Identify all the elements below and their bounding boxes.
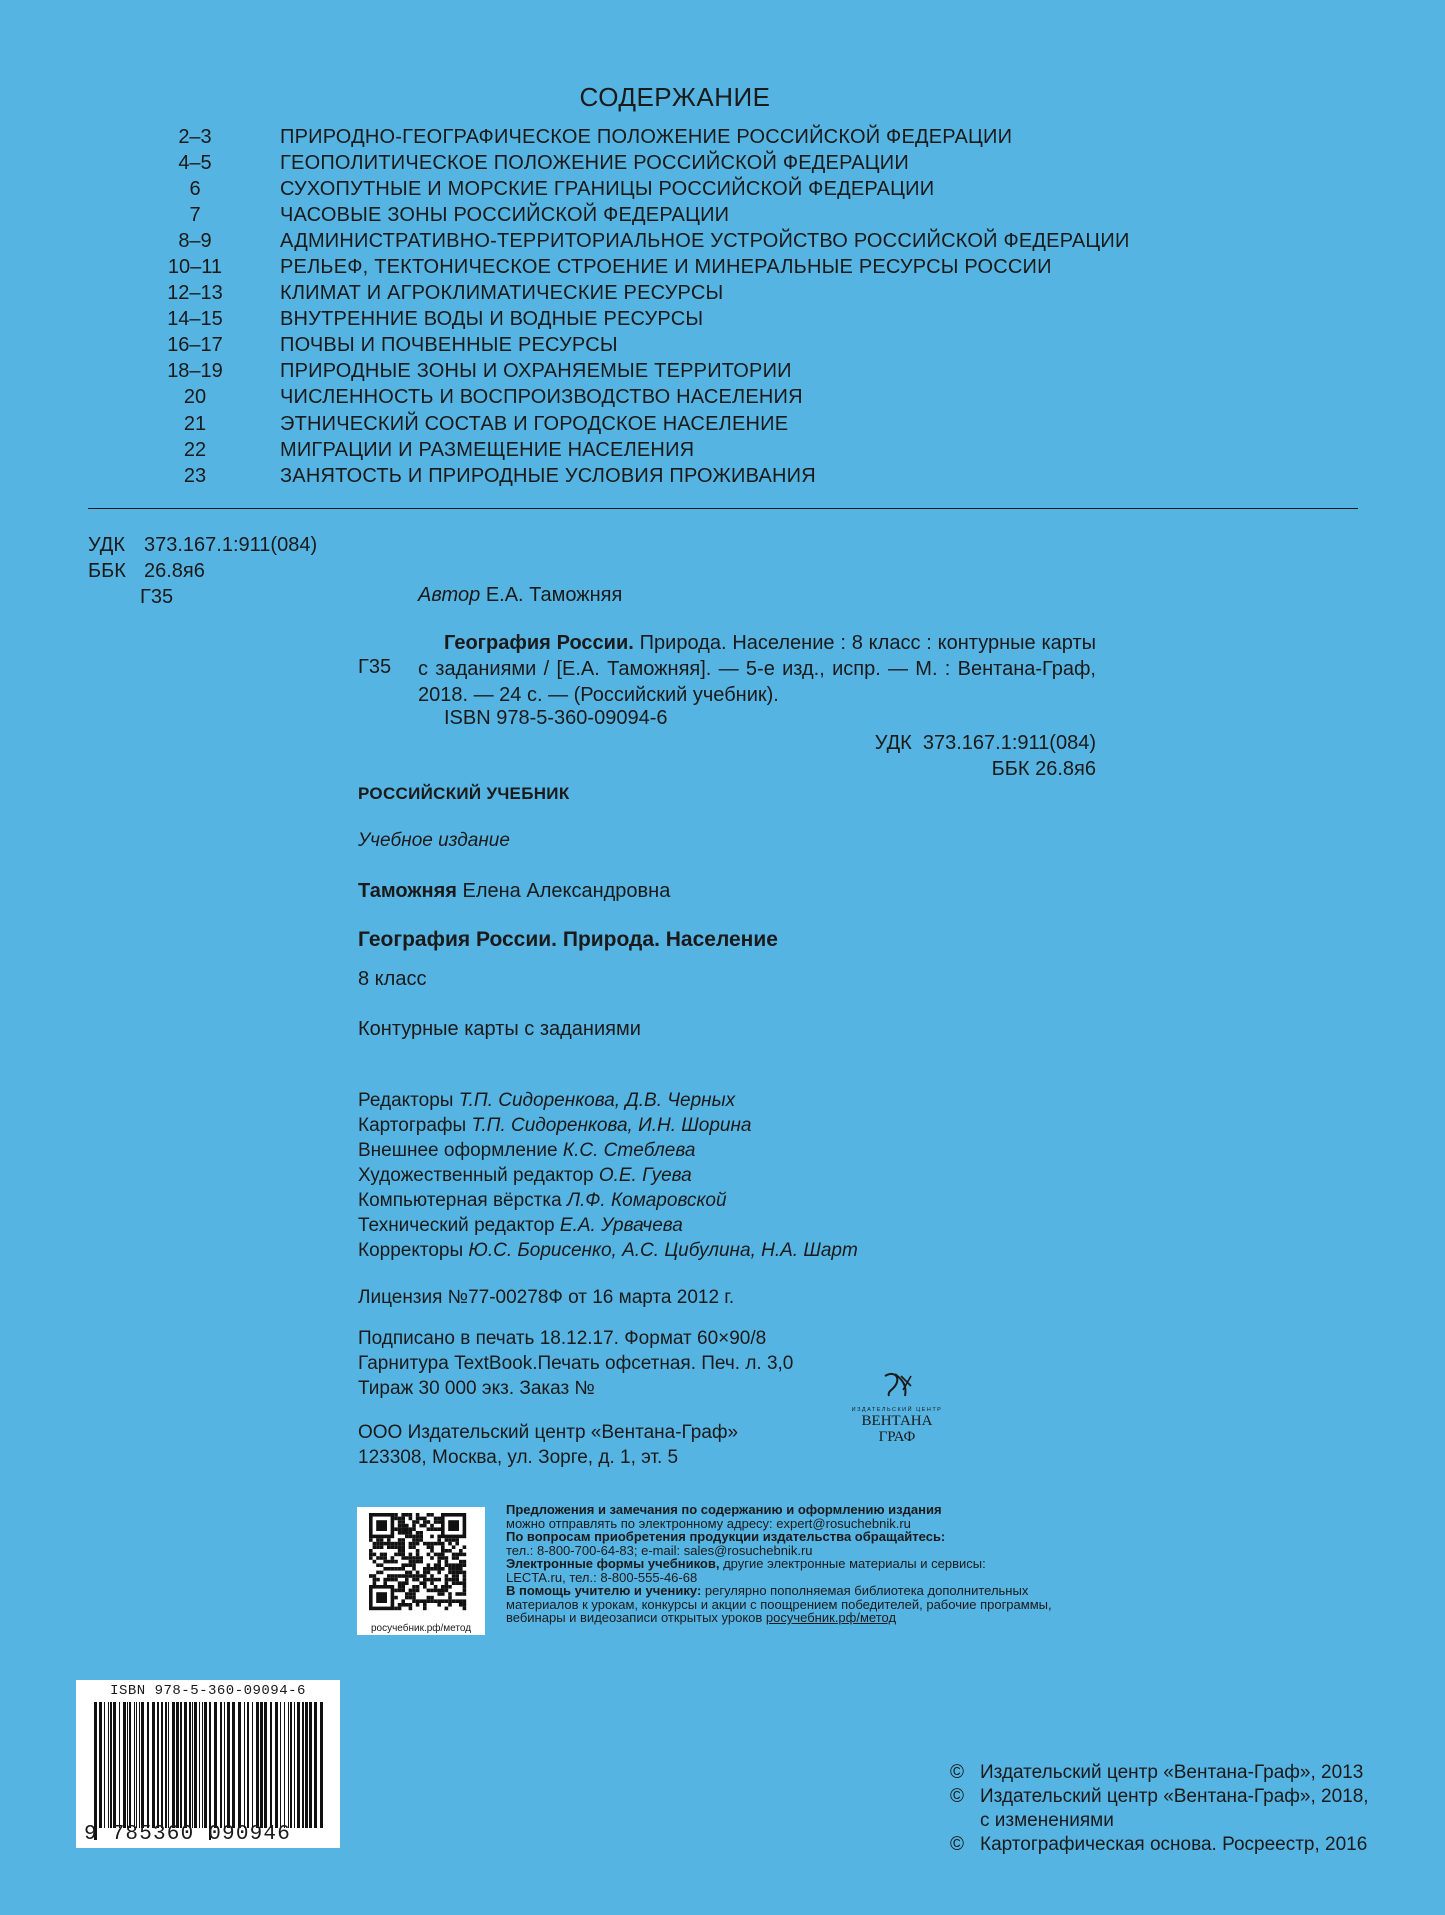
staff-names: К.С. Стеблева [562,1140,696,1161]
grade: 8 класс [358,968,427,990]
author-label: Автор [418,584,481,606]
copyright-line [950,1833,1369,1857]
toc-pages: 8–9 [178,229,212,252]
publisher-info [358,1420,738,1470]
author-line [418,584,622,607]
contact-block [506,1584,1146,1625]
contact-heading: По вопросам приобретения продукции издательства обращайтесь: [506,1529,946,1544]
toc-title: ЭТНИЧЕСКИЙ СОСТАВ И ГОРОДСКОЕ НАСЕЛЕНИЕ [280,412,789,435]
toc-pages: 7 [189,203,201,226]
book-title: География России. Природа. Население [358,928,778,951]
toc-title: МИГРАЦИИ И РАЗМЕЩЕНИЕ НАСЕЛЕНИЯ [280,438,695,461]
toc-title: АДМИНИСТРАТИВНО-ТЕРРИТОРИАЛЬНОЕ УСТРОЙСТВО РОССИЙСКОЙ ФЕДЕРАЦИИ [280,229,1130,252]
staff-role: Внешнее оформление [358,1140,558,1161]
publisher-name: ООО Издательский центр «Вентана-Граф» [358,1422,739,1443]
printing-line: Тираж 30 000 экз. Заказ № [358,1378,595,1399]
staff-names: Т.П. Сидоренкова, Д.В. Черных [458,1090,736,1111]
staff-row [358,1138,858,1163]
barcode-digits: 9 785360 090946 [84,1823,292,1846]
logo-name [848,1413,946,1445]
contact-text: тел.: 8-800-700-64-83; e-mail: sales@rosuchebnik.ru [506,1542,813,1558]
contact-text: можно отправлять по электронному адресу: expert@rosuchebnik.ru [506,1515,911,1531]
toc-title: КЛИМАТ И АГРОКЛИМАТИЧЕСКИЕ РЕСУРСЫ [280,282,724,305]
toc-title: СУХОПУТНЫЕ И МОРСКИЕ ГРАНИЦЫ РОССИЙСКОЙ ФЕДЕРАЦИИ [280,177,935,200]
copyright-text: с изменениями [980,1810,1114,1831]
staff-role: Художественный редактор [358,1165,594,1186]
staff-role: Технический редактор [358,1215,555,1236]
toc-item [150,359,1150,385]
divider [88,508,1358,509]
staff-row [358,1163,858,1188]
author-sign: Г35 [140,586,174,608]
toc-title: ГЕОПОЛИТИЧЕСКОЕ ПОЛОЖЕНИЕ РОССИЙСКОЙ ФЕДЕРАЦИИ [280,151,909,174]
toc-pages: 12–13 [167,282,223,305]
bbk-value: 26.8я6 [144,560,205,582]
logo-emblem-icon [877,1370,917,1400]
toc-pages: 4–5 [178,151,212,174]
toc-item [150,437,1150,463]
copyright-symbol: © [950,1786,964,1807]
copyright-line [950,1761,1369,1785]
toc-item [150,150,1150,176]
bibliographic-code: Г35 [358,656,392,678]
udk-bbk-right [780,730,1096,782]
toc-title: ЧИСЛЕННОСТЬ И ВОСПРОИЗВОДСТВО НАСЕЛЕНИЯ [280,386,803,409]
toc-pages: 2–3 [178,125,212,148]
edition-type: Учебное издание [358,830,510,851]
series-name: РОССИЙСКИЙ УЧЕБНИК [358,784,570,803]
toc-item [150,228,1150,254]
toc-pages: 22 [183,438,207,461]
isbn-line: ISBN 978-5-360-09094-6 [444,707,668,729]
contact-inline: регулярно пополняемая библиотека дополнительных [701,1583,1029,1598]
printing-line: Гарнитура TextBook.Печать офсетная. Печ. л. 3,0 [358,1353,794,1374]
qr-caption: росучебник.рф/метод [370,1623,472,1634]
copyright-text: Издательский центр «Вентана-Граф», 2018, [980,1786,1369,1807]
contact-info [506,1503,1146,1625]
contact-block [506,1530,1146,1557]
staff-row [358,1238,858,1263]
staff-role: Картографы [358,1115,467,1136]
toc-pages: 16–17 [167,334,223,357]
staff-names: Ю.С. Борисенко, А.С. Цибулина, Н.А. Шарт [468,1240,858,1261]
staff-role: Корректоры [358,1240,464,1261]
toc-title: ПРИРОДНО-ГЕОГРАФИЧЕСКОЕ ПОЛОЖЕНИЕ РОССИЙСКОЙ ФЕДЕРАЦИИ [280,125,1013,148]
toc-title: РЕЛЬЕФ, ТЕКТОНИЧЕСКОЕ СТРОЕНИЕ И МИНЕРАЛЬНЫЕ РЕСУРСЫ РОССИИ [280,256,1052,279]
toc-item [150,411,1150,437]
contact-text: LECTA.ru, тел.: 8-800-555-46-68 [506,1569,698,1585]
copyright-text: Издательский центр «Вентана-Граф», 2013 [980,1762,1364,1783]
barcode-isbn-text: ISBN 978-5-360-09094-6 [110,1683,306,1699]
udk-line: УДК 373.167.1:911(084) [874,732,1096,754]
toc-title: ЗАНЯТОСТЬ И ПРИРОДНЫЕ УСЛОВИЯ ПРОЖИВАНИЯ [280,464,816,487]
staff-row [358,1113,858,1138]
author-name: Е.А. Таможняя [485,584,623,606]
contact-inline: другие электронные материалы и сервисы: [719,1556,986,1571]
bibliographic-title: География России. [444,632,634,654]
bbk-label: ББК [88,560,126,582]
toc-pages: 10–11 [167,256,223,279]
toc-title: ЧАСОВЫЕ ЗОНЫ РОССИЙСКОЙ ФЕДЕРАЦИИ [280,203,730,226]
copyright-line [950,1809,1369,1833]
toc-item [150,307,1150,333]
toc-title: ВНУТРЕННИЕ ВОДЫ И ВОДНЫЕ РЕСУРСЫ [280,308,704,331]
bbk-line: ББК 26.8я6 [991,758,1096,780]
copyright-notices [950,1761,1369,1857]
toc-pages: 18–19 [167,360,223,383]
author-surname: Таможняя [358,880,457,902]
classification-codes [88,532,317,610]
staff-list [358,1088,858,1263]
contact-heading: В помощь учителю и ученику: [506,1583,702,1598]
method-link[interactable]: росучебник.рф/метод [765,1610,897,1625]
toc-item [150,176,1150,202]
toc-pages: 14–15 [167,308,223,331]
toc-heading: СОДЕРЖАНИЕ [579,82,771,112]
staff-row [358,1088,858,1113]
book-subtitle: Контурные карты с заданиями [358,1018,641,1040]
copyright-line [950,1785,1369,1809]
contact-text: материалов к урокам, конкурсы и акции с поощрением победителей, рабочие программы, [506,1596,1052,1612]
contact-heading: Предложения и замечания по содержанию и оформлению издания [506,1502,942,1517]
staff-row [358,1188,858,1213]
isbn-barcode [76,1680,340,1848]
contact-block [506,1503,1146,1530]
publisher-address: 123308, Москва, ул. Зорге, д. 1, эт. 5 [358,1447,679,1468]
udk-label: УДК [88,534,126,556]
copyright-text: Картографическая основа. Росреестр, 2016 [980,1834,1368,1855]
udk-value: 373.167.1:911(084) [144,534,318,556]
staff-role: Редакторы [358,1090,454,1111]
toc-item [150,254,1150,280]
logo-small-text: ИЗДАТЕЛЬСКИЙ ЦЕНТР [851,1407,943,1413]
toc-item [150,281,1150,307]
printing-line: Подписано в печать 18.12.17. Формат 60×90/8 [358,1328,767,1349]
toc-title: ПРИРОДНЫЕ ЗОНЫ И ОХРАНЯЕМЫЕ ТЕРРИТОРИИ [280,360,792,383]
publisher-logo [848,1370,946,1460]
toc-item [150,385,1150,411]
toc-item [150,463,1150,489]
copyright-symbol: © [950,1762,964,1783]
toc-item [150,202,1150,228]
author-given-names: Елена Александровна [462,880,671,902]
bibliographic-description [418,630,1096,708]
license: Лицензия №77-00278Ф от 16 марта 2012 г. [358,1287,735,1308]
contact-block [506,1557,1146,1584]
staff-names: Л.Ф. Комаровской [566,1190,727,1211]
table-of-contents [150,124,1150,489]
qr-code-icon [357,1507,485,1619]
toc-pages: 23 [183,464,207,487]
bibliographic-text: Природа. Население : 8 класс : контурные карты с заданиями / [Е.А. Таможняя]. — 5-е изд., испр. — М. : Вентана-Граф, 2018. — 24 с. — (Российский учебник). [418,632,1097,706]
qr-code [357,1507,485,1635]
staff-row [358,1213,858,1238]
contact-text: вебинары и видеозаписи открытых уроков [506,1610,766,1625]
toc-title: ПОЧВЫ И ПОЧВЕННЫЕ РЕСУРСЫ [280,334,618,357]
staff-role: Компьютерная вёрстка [358,1190,562,1211]
toc-pages: 21 [183,412,207,435]
logo-line-1: ВЕНТАНА [861,1413,933,1429]
copyright-symbol: © [950,1834,964,1855]
author-full-name [358,880,670,903]
contact-heading: Электронные формы учебников, [506,1556,720,1571]
toc-item [150,333,1150,359]
staff-names: Т.П. Сидоренкова, И.Н. Шорина [471,1115,752,1136]
printing-details [358,1326,793,1401]
toc-pages: 20 [183,386,207,409]
staff-names: О.Е. Гуева [598,1165,692,1186]
logo-line-2: ГРАФ [878,1429,916,1445]
staff-names: Е.А. Урвачева [559,1215,683,1236]
toc-pages: 6 [189,177,201,200]
toc-item [150,124,1150,150]
